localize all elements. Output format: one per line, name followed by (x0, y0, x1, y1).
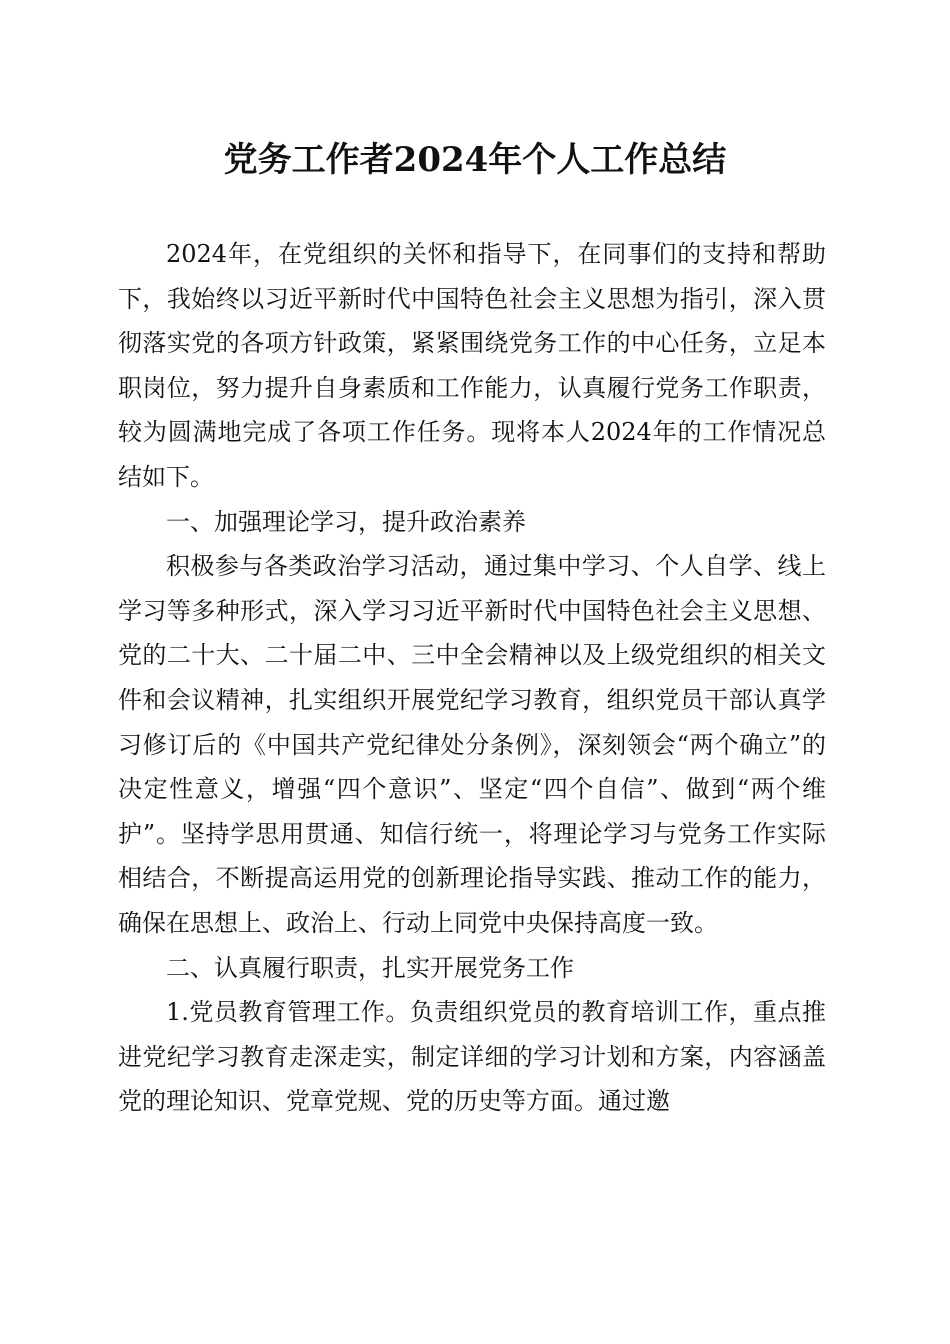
document-body (118, 232, 826, 1124)
intro-paragraph: 2024年，在党组织的关怀和指导下，在同事们的支持和帮助下，我始终以习近平新时代中国特色社会主义思想为指引，深入贯彻落实党的各项方针政策，紧紧围绕党务工作的中心任务，立足本职岗位，努力提升自身素质和工作能力，认真履行党务工作职责，较为圆满地完成了各项工作任务。现将本人2024年的工作情况总结如下。 (118, 240, 826, 491)
section-2-paragraph: 1.党员教育管理工作。负责组织党员的教育培训工作，重点推进党纪学习教育走深走实，制定详细的学习计划和方案，内容涵盖党的理论知识、党章党规、党的历史等方面。通过邀 (118, 998, 826, 1116)
section-1-heading: 一、加强理论学习，提升政治素养 (166, 507, 526, 536)
document-title: 党务工作者2024年个人工作总结 (223, 140, 727, 180)
section-2-heading: 二、认真履行职责，扎实开展党务工作 (166, 953, 574, 982)
section-1-paragraph: 积极参与各类政治学习活动，通过集中学习、个人自学、线上学习等多种形式，深入学习习近平新时代中国特色社会主义思想、党的二十大、二十届二中、三中全会精神以及上级党组织的相关文件和会议精神，扎实组织开展党纪学习教育，组织党员干部认真学习修订后的《中国共产党纪律处分条例》，深刻领会“两个确立”的决定性意义，增强“四个意识”、坚定“四个自信”、做到“两个维护”。坚持学思用贯通、知信行统一，将理论学习与党务工作实际相结合，不断提高运用党的创新理论指导实践、推动工作的能力，确保在思想上、政治上、行动上同党中央保持高度一致。 (118, 552, 826, 937)
